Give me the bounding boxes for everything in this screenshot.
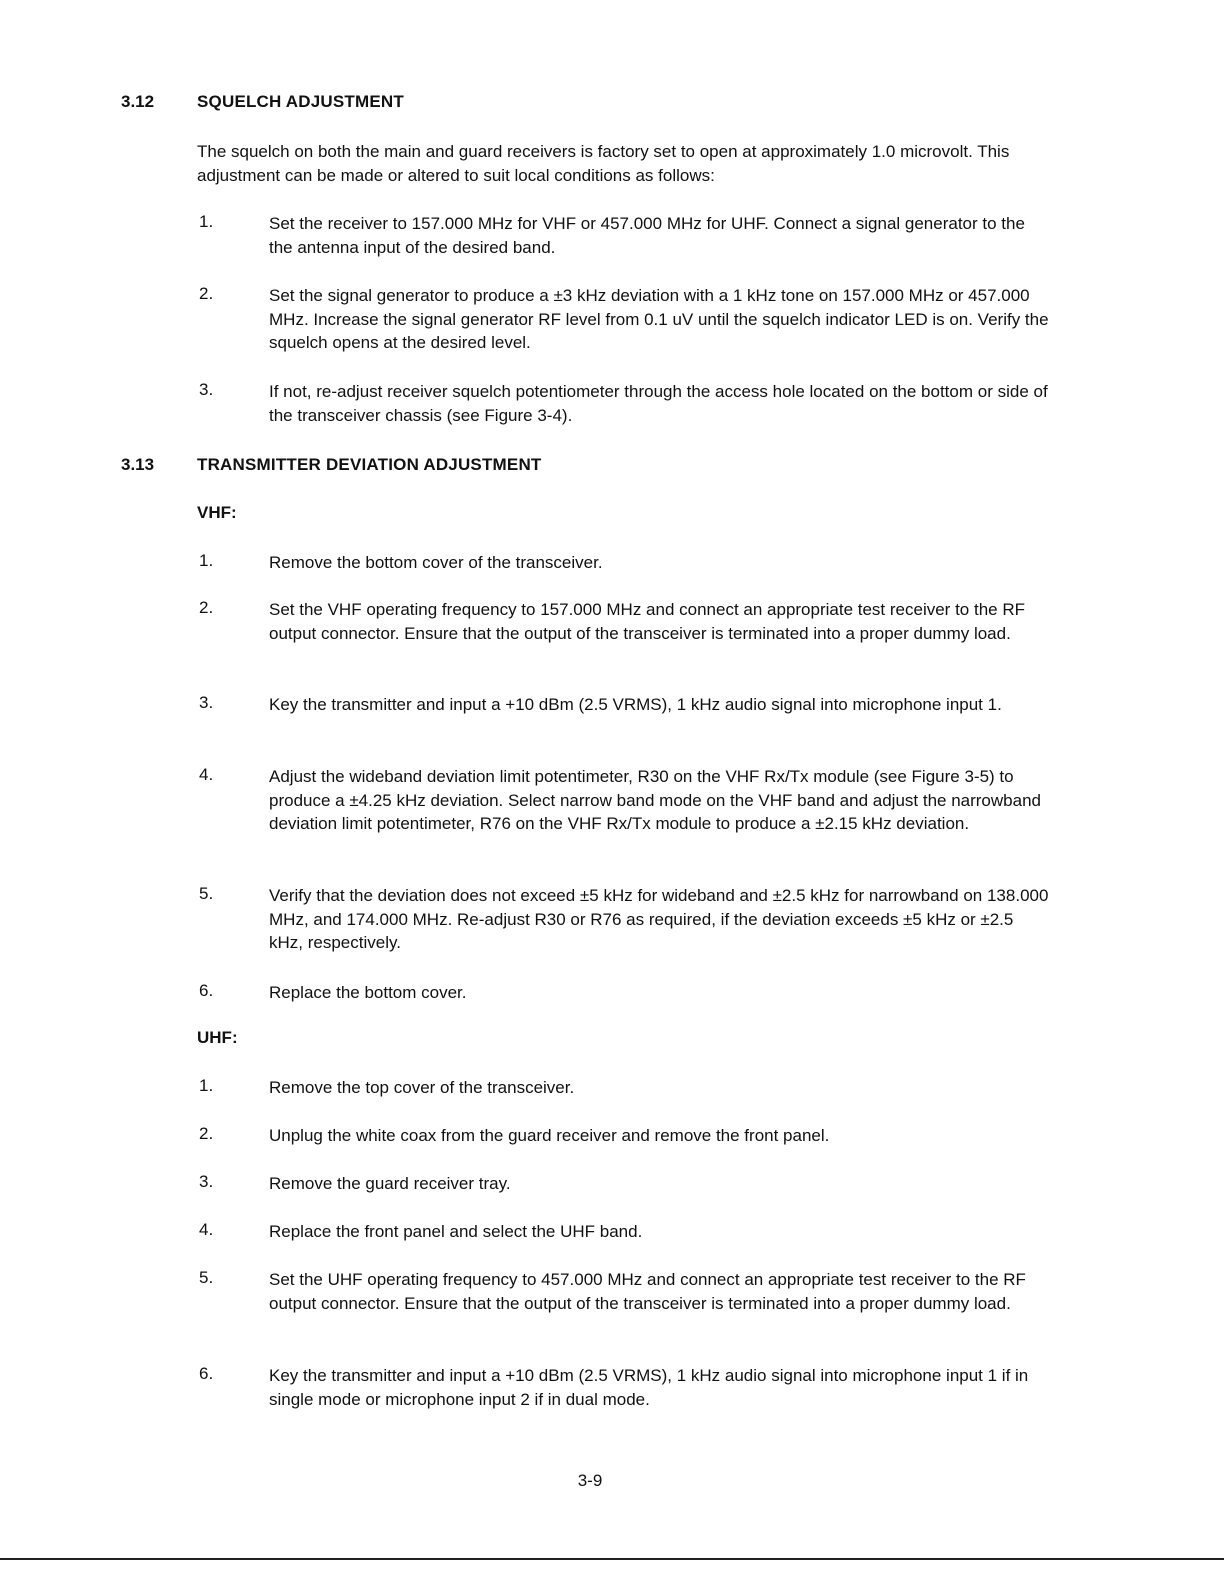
- list-item-number: 2.: [199, 284, 214, 303]
- list-item-number: 1.: [199, 212, 214, 231]
- list-item-number: 2.: [199, 598, 214, 617]
- footer-rule: [0, 1558, 1224, 1560]
- list-item-number: 3.: [199, 693, 214, 712]
- list-item-number: 4.: [199, 1220, 214, 1239]
- list-item-text: Set the UHF operating frequency to 457.000 MHz and connect an appropriate test receiver to the RF output connector. Ensure that the output of the transceiver is terminated into a proper dummy load.: [269, 1270, 1026, 1313]
- page-number: 3-9: [577, 1471, 603, 1490]
- subheading-vhf: VHF:: [197, 503, 237, 522]
- list-item-text: Unplug the white coax from the guard receiver and remove the front panel.: [269, 1126, 830, 1145]
- list-item-text: Replace the front panel and select the UHF band.: [269, 1222, 643, 1241]
- list-item-number: 6.: [199, 981, 214, 1000]
- list-item-text: Verify that the deviation does not exceed ±5 kHz for wideband and ±2.5 kHz for narrowband on 138.000 MHz, and 174.000 MHz. Re-adjust R30 or R76 as required, if the deviation exceeds ±5 kHz or ±2.5 kHz, respectively.: [269, 886, 1049, 952]
- list-item-number: 3.: [199, 1172, 214, 1191]
- list-item-number: 3.: [199, 380, 214, 399]
- list-item-text: Set the VHF operating frequency to 157.000 MHz and connect an appropriate test receiver to the RF output connector. Ensure that the output of the transceiver is terminated into a proper dummy load.: [269, 600, 1025, 643]
- list-item-text: Key the transmitter and input a +10 dBm (2.5 VRMS), 1 kHz audio signal into microphone input 1.: [269, 695, 1002, 714]
- list-item-text: Remove the guard receiver tray.: [269, 1174, 511, 1193]
- list-item-number: 6.: [199, 1364, 214, 1383]
- list-item-text: Remove the bottom cover of the transceiver.: [269, 553, 603, 572]
- list-item-text: If not, re-adjust receiver squelch potentiometer through the access hole located on the bottom or side of the transceiver chassis (see Figure 3-4).: [269, 382, 1048, 425]
- section-number: 3.13: [121, 455, 155, 474]
- list-item-text: Remove the top cover of the transceiver.: [269, 1078, 575, 1097]
- list-item-number: 5.: [199, 884, 214, 903]
- section-title: SQUELCH ADJUSTMENT: [197, 92, 404, 111]
- list-item-number: 5.: [199, 1268, 214, 1287]
- list-item-text: Set the signal generator to produce a ±3 kHz deviation with a 1 kHz tone on 157.000 MHz or 457.000 MHz. Increase the signal generator RF level from 0.1 uV until the squelch indicator LED is on. Verify the squelch opens at the desired level.: [269, 286, 1049, 352]
- section-title: TRANSMITTER DEVIATION ADJUSTMENT: [197, 455, 542, 474]
- subheading-uhf: UHF:: [197, 1028, 238, 1047]
- list-item-text: Replace the bottom cover.: [269, 983, 467, 1002]
- list-item-number: 2.: [199, 1124, 214, 1143]
- section-number: 3.12: [121, 92, 155, 111]
- list-item-number: 4.: [199, 765, 214, 784]
- list-item-text: Set the receiver to 157.000 MHz for VHF or 457.000 MHz for UHF. Connect a signal generator to the the antenna input of the desired band.: [269, 214, 1025, 257]
- list-item-number: 1.: [199, 551, 214, 570]
- section-intro: The squelch on both the main and guard receivers is factory set to open at approximately 1.0 microvolt. This adjustment can be made or altered to suit local conditions as follows:: [197, 142, 1010, 185]
- list-item-text: Adjust the wideband deviation limit potentimeter, R30 on the VHF Rx/Tx module (see Figure 3-5) to produce a ±4.25 kHz deviation. Select narrow band mode on the VHF band and adjust the narrowband deviation limit potentimeter, R76 on the VHF Rx/Tx module to produce a ±2.15 kHz deviation.: [269, 767, 1041, 833]
- list-item-number: 1.: [199, 1076, 214, 1095]
- list-item-text: Key the transmitter and input a +10 dBm (2.5 VRMS), 1 kHz audio signal into microphone input 1 if in single mode or microphone input 2 if in dual mode.: [269, 1366, 1029, 1409]
